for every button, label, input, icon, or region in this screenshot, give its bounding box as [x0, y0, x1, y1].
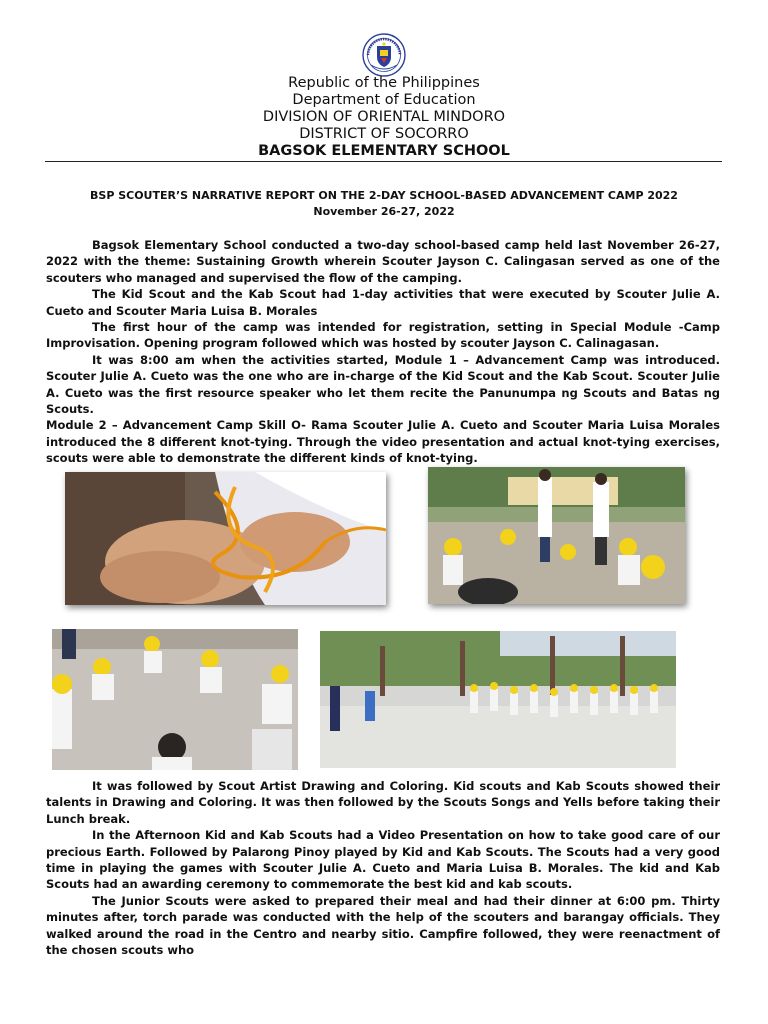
division-line: DIVISION OF ORIENTAL MINDORO [262, 109, 506, 125]
letterhead [0, 75, 768, 160]
school-name: BAGSOK ELEMENTARY SCHOOL [258, 143, 510, 159]
district-line: DISTRICT OF SOCORRO [299, 126, 469, 142]
report-title-block [0, 188, 768, 220]
paragraph: Module 2 – Advancement Camp Skill O- Rama Scouter Julie A. Cueto and Scouter Maria Luisa Morales introduced the 8 different knot-tying. Through the video presentation and actual knot-tying exercises, scouts were able to demonstrate the different kinds of knot-tying. [46, 418, 720, 466]
paragraph: The Kid Scout and the Kab Scout had 1-day activities that were executed by Scouter Julie A. Cueto and Scouter Maria Luisa B. Morales [46, 287, 720, 318]
photo-scouts-outdoor [428, 467, 685, 604]
photo-knot-tying [65, 472, 386, 605]
report-date: November 26-27, 2022 [313, 205, 455, 218]
narrative-bottom [46, 778, 720, 958]
country-line: Republic of the Philippines [288, 75, 480, 91]
paragraph: The first hour of the camp was intended for registration, setting in Special Module -Camp Improvisation. Opening program followed which was hosted by scouter Jayson C. Calinagasan. [46, 320, 720, 351]
paragraph: Bagsok Elementary School conducted a two-day school-based camp held last November 26-27, 2022 with the theme: Sustaining Growth wherein Scouter Jayson C. Calingasan served as one of the scouters who managed and supervised the flow of the camping. [46, 238, 720, 285]
report-title: BSP SCOUTER’S NARRATIVE REPORT ON THE 2-DAY SCHOOL-BASED ADVANCEMENT CAMP 2022 [90, 189, 678, 202]
paragraph: In the Afternoon Kid and Kab Scouts had a Video Presentation on how to take good care of our precious Earth. Followed by Palarong Pinoy played by Kid and Kab Scouts. The Scouts had a very good time in playing the games with Scouter Julie A. Cueto and Maria Luisa B. Morales. The kid and Kab Scouts had an awarding ceremony to commemorate the best kid and kab scouts. [46, 828, 720, 892]
photo-scouts-court [320, 631, 676, 768]
paragraph: It was followed by Scout Artist Drawing and Coloring. Kid scouts and Kab Scouts showed their talents in Drawing and Coloring. It was then followed by the Scouts Songs and Yells before taking their Lunch break. [46, 779, 720, 826]
letterhead-divider [45, 161, 722, 162]
narrative-top [46, 237, 720, 467]
paragraph: It was 8:00 am when the activities started, Module 1 – Advancement Camp was introduced. Scouter Julie A. Cueto was the one who are in-charge of the Kid Scout and the Kab Scout. Scouter Julie A. Cueto was the first resource speaker who let them recite the Panunumpa ng Scouts and Batas ng Scouts. [46, 352, 720, 417]
deped-seal-logo [359, 33, 409, 77]
department-line: Department of Education [292, 92, 476, 108]
paragraph: The Junior Scouts were asked to prepared their meal and had their dinner at 6:00 pm. Thirty minutes after, torch parade was conducted with the help of the scouters and barangay officials. They walked around the road in the Centro and nearby sitio. Campfire followed, they were reenactment of the chosen scouts who [46, 893, 720, 958]
photo-scouts-seated [52, 629, 298, 770]
